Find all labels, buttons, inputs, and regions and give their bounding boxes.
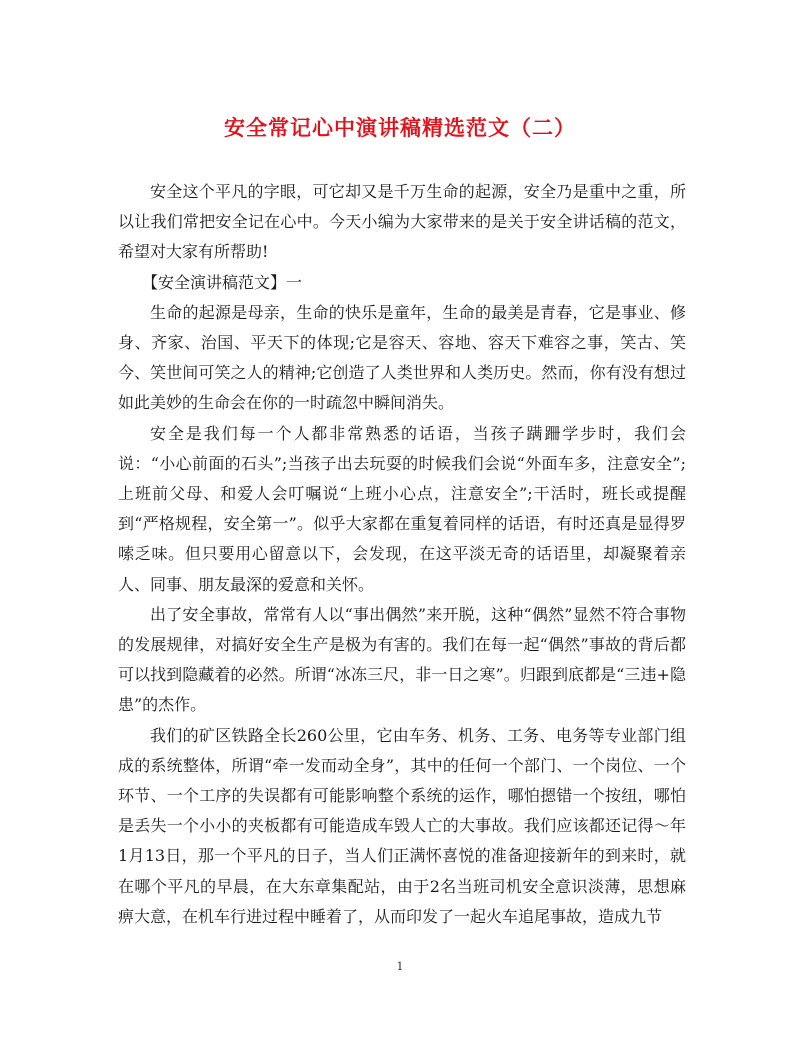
section-heading: 【安全演讲稿范文】一 <box>142 272 303 292</box>
body-paragraph: 出了安全事故，常常有人以“事出偶然”来开脱，这种“偶然”显然不符合事物的发展规律，对搞好安全生产是极为有害的。我们在每一起“偶然”事故的背后都可以找到隐藏着的必然。所谓“冰冻三尺，非一日之寒”。归跟到底都是“三违+隐患”的杰作。 <box>118 604 686 715</box>
document-body <box>118 177 686 932</box>
page-number: 1 <box>396 960 404 973</box>
intro-paragraph: 安全这个平凡的字眼，可它却又是千万生命的起源，安全乃是重中之重，所以让我们常把安全记在心中。今天小编为大家带来的是关于安全讲话稿的范文，希望对大家有所帮助! <box>118 182 686 262</box>
body-paragraph: 生命的起源是母亲，生命的快乐是童年，生命的最美是青春，它是事业、修身、齐家、治国、平天下的体现;它是容天、容地、容天下难容之事，笑古、笑今、笑世间可笑之人的精神;它创造了人类世界和人类历史。然而，你有没有想过如此美妙的生命会在你的一时疏忽中瞬间消失。 <box>118 302 686 413</box>
document-title: 安全常记心中演讲稿精选范文（二） <box>224 115 576 140</box>
body-paragraph: 安全是我们每一个人都非常熟悉的话语，当孩子蹒跚学步时，我们会说：“小心前面的石头”;当孩子出去玩耍的时候我们会说“外面车多，注意安全”;上班前父母、和爱人会叮嘱说“上班小心点，注意安全”;干活时，班长或提醒到“严格规程，安全第一”。似乎大家都在重复着同样的话语，有时还真是显得罗嗦乏味。但只要用心留意以下，会发现，在这平淡无奇的话语里，却凝聚着亲人、同事、朋友最深的爱意和关怀。 <box>118 423 686 594</box>
body-paragraph: 我们的矿区铁路全长260公里，它由车务、机务、工务、电务等专业部门组成的系统整体，所谓“牵一发而动全身”，其中的任何一个部门、一个岗位、一个环节、一个工序的失误都有可能影响整个系统的运作，哪怕摁错一个按纽，哪怕是丢失一个小小的夹板都有可能造成车毁人亡的大事故。我们应该都还记得～年1月13日，那一个平凡的日子，当人们正满怀喜悦的准备迎接新年的到来时，就在哪个平凡的早晨，在大东章集配站，由于2名当班司机安全意识淡薄，思想麻痹大意，在机车行进过程中睡着了，从而印发了一起火车追尾事故，造成九节 <box>118 725 686 926</box>
